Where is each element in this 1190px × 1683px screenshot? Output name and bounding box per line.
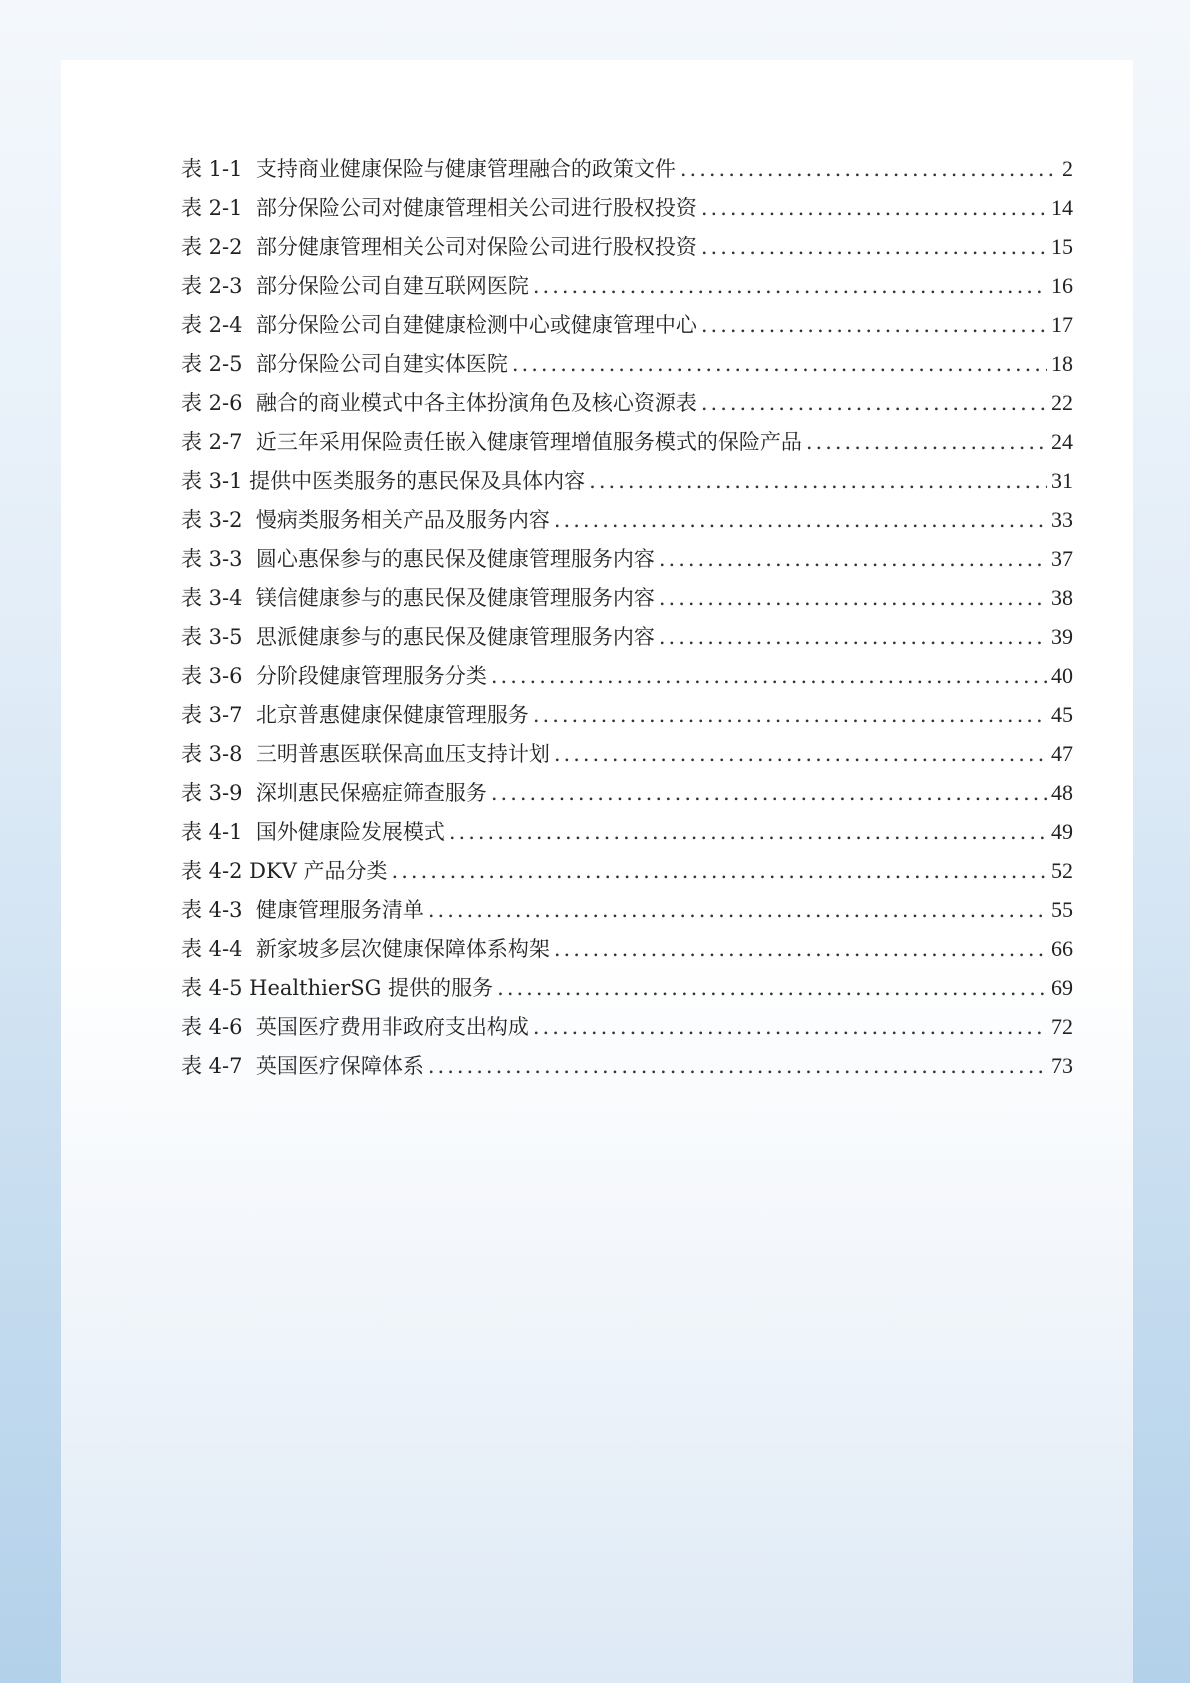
toc-entry[interactable] — [181, 929, 1073, 968]
dot-leader — [491, 657, 1047, 696]
toc-entry[interactable] — [181, 461, 1073, 500]
toc-entry[interactable] — [181, 968, 1073, 1007]
toc-entry[interactable] — [181, 500, 1073, 539]
toc-entry-page-number: 18 — [1051, 351, 1073, 376]
toc-entry-label: 表 4-6 英国医疗费用非政府支出构成 — [181, 1015, 529, 1039]
toc-entry-page-number: 17 — [1051, 312, 1073, 337]
toc-entry-label: 表 3-6 分阶段健康管理服务分类 — [181, 664, 487, 688]
toc-entry[interactable] — [181, 773, 1073, 812]
toc-entry-label: 表 3-2 慢病类服务相关产品及服务内容 — [181, 508, 550, 532]
toc-entry-page-number: 39 — [1051, 624, 1073, 649]
toc-entry[interactable] — [181, 578, 1073, 617]
dot-leader — [533, 1008, 1047, 1047]
toc-entry-label: 表 1-1 支持商业健康保险与健康管理融合的政策文件 — [181, 157, 676, 181]
toc-entry-page-number: 47 — [1051, 741, 1073, 766]
dot-leader — [491, 774, 1047, 813]
toc-entry-page-number: 37 — [1051, 546, 1073, 571]
toc-entry-label: 表 4-5 HealthierSG 提供的服务 — [181, 976, 494, 1000]
toc-entry-label: 表 3-3 圆心惠保参与的惠民保及健康管理服务内容 — [181, 547, 655, 571]
document-page — [61, 60, 1133, 1683]
toc-entry[interactable] — [181, 266, 1073, 305]
dot-leader — [512, 345, 1047, 384]
toc-entry-page-number: 55 — [1051, 897, 1073, 922]
dot-leader — [806, 423, 1047, 462]
toc-entry[interactable] — [181, 422, 1073, 461]
dot-leader — [533, 696, 1047, 735]
toc-entry[interactable] — [181, 812, 1073, 851]
toc-entry[interactable] — [181, 383, 1073, 422]
dot-leader — [701, 384, 1047, 423]
toc-entry-page-number: 14 — [1051, 195, 1073, 220]
toc-entry[interactable] — [181, 851, 1073, 890]
toc-entry-label: 表 3-9 深圳惠民保癌症筛查服务 — [181, 781, 487, 805]
toc-entry[interactable] — [181, 149, 1073, 188]
toc-entry[interactable] — [181, 890, 1073, 929]
toc-entry-page-number: 15 — [1051, 234, 1073, 259]
toc-entry-label: 表 3-1 提供中医类服务的惠民保及具体内容 — [181, 469, 586, 493]
toc-entry-page-number: 40 — [1051, 663, 1073, 688]
toc-entry-label: 表 2-4 部分保险公司自建健康检测中心或健康管理中心 — [181, 313, 697, 337]
toc-entry[interactable] — [181, 344, 1073, 383]
dot-leader — [701, 189, 1047, 228]
toc-entry-label: 表 4-3 健康管理服务清单 — [181, 898, 424, 922]
toc-entry-label: 表 3-7 北京普惠健康保健康管理服务 — [181, 703, 529, 727]
toc-entry-label: 表 4-4 新家坡多层次健康保障体系构架 — [181, 937, 550, 961]
table-of-tables — [181, 149, 1073, 1085]
toc-entry-page-number: 48 — [1051, 780, 1073, 805]
toc-entry-page-number: 72 — [1051, 1014, 1073, 1039]
dot-leader — [589, 462, 1047, 501]
toc-entry-page-number: 22 — [1051, 390, 1073, 415]
toc-entry[interactable] — [181, 539, 1073, 578]
toc-entry-page-number: 52 — [1051, 858, 1073, 883]
toc-entry-label: 表 2-2 部分健康管理相关公司对保险公司进行股权投资 — [181, 235, 697, 259]
dot-leader — [554, 930, 1047, 969]
dot-leader — [392, 852, 1047, 891]
toc-entry-page-number: 45 — [1051, 702, 1073, 727]
toc-entry[interactable] — [181, 188, 1073, 227]
toc-entry-label: 表 3-8 三明普惠医联保高血压支持计划 — [181, 742, 550, 766]
dot-leader — [659, 579, 1047, 618]
dot-leader — [680, 150, 1058, 189]
toc-entry-page-number: 66 — [1051, 936, 1073, 961]
toc-entry-page-number: 69 — [1051, 975, 1073, 1000]
toc-entry-label: 表 4-7 英国医疗保障体系 — [181, 1054, 424, 1078]
dot-leader — [449, 813, 1047, 852]
toc-entry[interactable] — [181, 656, 1073, 695]
dot-leader — [428, 1047, 1047, 1086]
dot-leader — [554, 735, 1047, 774]
dot-leader — [497, 969, 1047, 1008]
toc-entry[interactable] — [181, 695, 1073, 734]
toc-entry[interactable] — [181, 305, 1073, 344]
toc-entry-label: 表 2-5 部分保险公司自建实体医院 — [181, 352, 508, 376]
toc-entry-page-number: 33 — [1051, 507, 1073, 532]
toc-entry-page-number: 2 — [1062, 156, 1073, 181]
dot-leader — [659, 618, 1047, 657]
toc-entry[interactable] — [181, 1007, 1073, 1046]
toc-entry-label: 表 3-4 镁信健康参与的惠民保及健康管理服务内容 — [181, 586, 655, 610]
dot-leader — [701, 306, 1047, 345]
toc-entry-page-number: 24 — [1051, 429, 1073, 454]
toc-entry-label: 表 4-2 DKV 产品分类 — [181, 859, 388, 883]
toc-entry[interactable] — [181, 734, 1073, 773]
toc-entry-page-number: 16 — [1051, 273, 1073, 298]
toc-entry-page-number: 31 — [1051, 468, 1073, 493]
dot-leader — [659, 540, 1047, 579]
toc-entry[interactable] — [181, 617, 1073, 656]
toc-entry-label: 表 2-3 部分保险公司自建互联网医院 — [181, 274, 529, 298]
toc-entry[interactable] — [181, 1046, 1073, 1085]
dot-leader — [428, 891, 1047, 930]
dot-leader — [554, 501, 1047, 540]
dot-leader — [533, 267, 1047, 306]
dot-leader — [701, 228, 1047, 267]
toc-entry-label: 表 2-6 融合的商业模式中各主体扮演角色及核心资源表 — [181, 391, 697, 415]
toc-entry-label: 表 3-5 思派健康参与的惠民保及健康管理服务内容 — [181, 625, 655, 649]
toc-entry-page-number: 49 — [1051, 819, 1073, 844]
toc-entry-page-number: 38 — [1051, 585, 1073, 610]
toc-entry-label: 表 4-1 国外健康险发展模式 — [181, 820, 445, 844]
toc-entry-page-number: 73 — [1051, 1053, 1073, 1078]
toc-entry[interactable] — [181, 227, 1073, 266]
toc-entry-label: 表 2-7 近三年采用保险责任嵌入健康管理增值服务模式的保险产品 — [181, 430, 802, 454]
toc-entry-label: 表 2-1 部分保险公司对健康管理相关公司进行股权投资 — [181, 196, 697, 220]
